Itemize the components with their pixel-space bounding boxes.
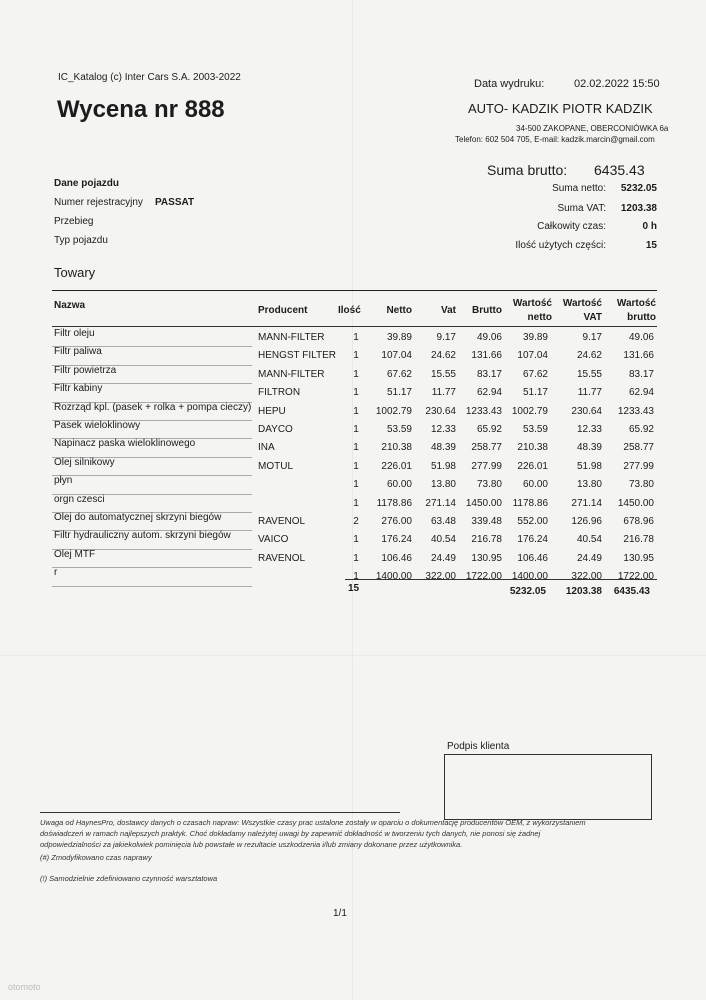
cell-brutto: 83.17 xyxy=(476,368,502,380)
cell-vnetto: 60.00 xyxy=(522,479,548,491)
cell-vvat: 15.55 xyxy=(576,368,602,380)
cell-name: orgn czesci xyxy=(54,493,105,505)
cell-name: płyn xyxy=(54,475,73,487)
cell-vbrutto: 1450.00 xyxy=(617,497,654,509)
cell-vnetto: 51.17 xyxy=(522,387,548,399)
cell-vvat: 51.98 xyxy=(576,460,602,472)
sum-vat-value: 1203.38 xyxy=(620,203,657,214)
cell-name: Olej silnikowy xyxy=(54,456,115,468)
print-date-label: Data wydruku: xyxy=(474,78,545,90)
cell-producer: FILTRON xyxy=(258,387,301,399)
cell-vbrutto: 1722.00 xyxy=(617,571,654,583)
company-name: AUTO- KADZIK PIOTR KADZIK xyxy=(468,101,653,116)
cell-vat: 51.98 xyxy=(430,460,456,472)
cell-vnetto: 106.46 xyxy=(517,552,548,564)
cell-vvat: 12.33 xyxy=(576,424,602,435)
cell-producer: MOTUL xyxy=(258,460,293,472)
cell-brutto: 216.78 xyxy=(471,534,502,546)
cell-vvat: 9.17 xyxy=(582,332,602,343)
cell-vnetto: 552.00 xyxy=(517,516,548,527)
row-divider xyxy=(52,475,252,476)
col-header-value-brutto-1: Wartość xyxy=(616,298,656,309)
col-header-netto: Netto xyxy=(386,305,412,316)
print-date: 02.02.2022 15:50 xyxy=(574,78,660,90)
company-address: 34-500 ZAKOPANE, OBERCONIÓWKA 6a xyxy=(516,124,669,133)
document-title: Wycena nr 888 xyxy=(57,96,225,123)
cell-producer: VAICO xyxy=(258,534,289,546)
cell-producer: INA xyxy=(258,442,275,454)
company-contact: Telefon: 602 504 705, E-mail: kadzik.marcin@gmail.com xyxy=(455,135,655,144)
cell-brutto: 1450.00 xyxy=(465,497,502,509)
col-header-name: Nazwa xyxy=(54,300,86,311)
cell-name: Napinacz paska wieloklinowego xyxy=(54,438,196,450)
col-header-brutto: Brutto xyxy=(472,305,502,316)
cell-name: Filtr paliwa xyxy=(54,346,102,358)
cell-qty: 1 xyxy=(353,497,359,509)
cell-vat: 15.55 xyxy=(430,368,456,380)
cell-brutto: 258.77 xyxy=(471,442,502,454)
cell-qty: 2 xyxy=(353,516,359,527)
cell-netto: 1002.79 xyxy=(375,405,412,417)
cell-vbrutto: 73.80 xyxy=(628,479,654,491)
sum-vat-label: Suma VAT: xyxy=(557,203,606,214)
total-value-vat: 1203.38 xyxy=(565,586,602,597)
cell-netto: 226.01 xyxy=(381,460,412,472)
col-header-value-netto-2: netto xyxy=(527,312,552,323)
cell-brutto: 130.95 xyxy=(471,552,502,564)
cell-netto: 176.24 xyxy=(381,534,412,546)
cell-qty: 1 xyxy=(353,387,359,399)
cell-vat: 271.14 xyxy=(425,497,456,509)
cell-netto: 210.38 xyxy=(381,442,412,454)
cell-vat: 24.49 xyxy=(430,552,456,564)
total-time-label: Całkowity czas: xyxy=(537,221,606,232)
col-header-value-vat-1: Wartość xyxy=(562,298,602,309)
footer-custom-note: (!) Samodzielnie zdefiniowano czynność warsztatowa xyxy=(40,874,218,883)
cell-vbrutto: 216.78 xyxy=(623,534,654,546)
cell-name: Olej do automatycznej skrzyni biegów xyxy=(54,512,222,523)
cell-vnetto: 39.89 xyxy=(522,332,548,343)
signature-box xyxy=(444,754,652,820)
cell-vbrutto: 130.95 xyxy=(623,552,654,564)
cell-vat: 12.33 xyxy=(430,424,456,435)
col-header-value-brutto-2: brutto xyxy=(627,312,656,323)
col-header-value-vat-2: VAT xyxy=(583,312,602,323)
cell-vvat: 322.00 xyxy=(571,571,602,583)
cell-vbrutto: 258.77 xyxy=(623,442,654,454)
cell-brutto: 62.94 xyxy=(476,387,502,399)
cell-vat: 322.00 xyxy=(425,571,456,583)
cell-brutto: 65.92 xyxy=(476,424,502,435)
total-qty: 15 xyxy=(348,583,360,594)
cell-netto: 53.59 xyxy=(386,424,412,435)
cell-brutto: 1233.43 xyxy=(465,405,502,417)
cell-netto: 67.62 xyxy=(386,368,412,380)
watermark: otomoto xyxy=(8,982,41,992)
cell-name: Rozrząd kpl. (pasek + rolka + pompa cieczy) xyxy=(54,401,252,413)
catalog-line: IC_Katalog (c) Inter Cars S.A. 2003-2022 xyxy=(58,72,241,83)
cell-producer: DAYCO xyxy=(258,424,293,435)
cell-netto: 276.00 xyxy=(381,516,412,527)
col-header-qty: Ilość xyxy=(338,305,361,316)
cell-qty: 1 xyxy=(353,405,359,417)
cell-vbrutto: 277.99 xyxy=(623,460,654,472)
cell-vvat: 230.64 xyxy=(571,405,602,417)
cell-name: Filtr hydrauliczny autom. skrzyni biegów xyxy=(54,530,231,542)
cell-netto: 107.04 xyxy=(381,350,412,362)
cell-vvat: 24.49 xyxy=(576,552,602,564)
cell-name: Filtr powietrza xyxy=(54,364,117,376)
col-header-value-netto-1: Wartość xyxy=(512,298,552,309)
sum-brutto-label: Suma brutto: xyxy=(487,162,568,178)
cell-netto: 51.17 xyxy=(386,387,412,399)
cell-brutto: 131.66 xyxy=(471,350,502,362)
footer-note-1: Uwaga od HaynesPro, dostawcy danych o czasach napraw: Wszystkie czasy prac ustalone zostały w oparciu o dokumentację producentów OEM, z wykorzystaniem xyxy=(40,818,586,827)
table-top-rule xyxy=(52,290,657,291)
cell-name: Olej MTF xyxy=(54,548,96,560)
cell-vat: 48.39 xyxy=(430,442,456,454)
total-time-value: 0 h xyxy=(642,221,657,232)
cell-producer: RAVENOL xyxy=(258,552,306,564)
mileage-label: Przebieg xyxy=(54,216,94,227)
cell-qty: 1 xyxy=(353,350,359,362)
cell-vnetto: 210.38 xyxy=(517,442,548,454)
cell-netto: 106.46 xyxy=(381,552,412,564)
cell-qty: 1 xyxy=(353,552,359,564)
cell-netto: 39.89 xyxy=(386,332,412,343)
page-number: 1/1 xyxy=(333,908,347,919)
total-value-netto: 5232.05 xyxy=(509,586,546,597)
sum-netto-label: Suma netto: xyxy=(552,183,606,194)
cell-qty: 1 xyxy=(353,442,359,454)
parts-count-value: 15 xyxy=(645,240,657,251)
footer-rule xyxy=(40,812,400,813)
cell-vnetto: 1002.79 xyxy=(511,405,548,417)
cell-brutto: 73.80 xyxy=(476,479,502,491)
total-value-brutto: 6435.43 xyxy=(613,586,650,597)
cell-vnetto: 67.62 xyxy=(522,368,548,380)
cell-vvat: 13.80 xyxy=(576,479,602,491)
cell-netto: 1400.00 xyxy=(375,571,412,583)
cell-qty: 1 xyxy=(353,424,359,435)
cell-vvat: 11.77 xyxy=(577,387,602,399)
cell-vbrutto: 678.96 xyxy=(623,516,654,527)
cell-brutto: 49.06 xyxy=(476,332,502,343)
cell-qty: 1 xyxy=(353,460,359,472)
cell-vvat: 126.96 xyxy=(571,516,602,527)
goods-section-title: Towary xyxy=(54,265,96,280)
cell-vnetto: 1400.00 xyxy=(511,571,548,583)
parts-count-label: Ilość użytych części: xyxy=(515,240,606,251)
cell-vat: 63.48 xyxy=(430,516,456,527)
sum-brutto-value: 6435.43 xyxy=(594,162,645,178)
cell-brutto: 277.99 xyxy=(471,460,502,472)
cell-brutto: 339.48 xyxy=(471,516,502,527)
cell-qty: 1 xyxy=(353,332,359,343)
cell-vnetto: 226.01 xyxy=(517,460,548,472)
cell-vvat: 24.62 xyxy=(576,350,602,362)
cell-vat: 11.77 xyxy=(431,387,456,399)
cell-vat: 24.62 xyxy=(430,350,456,362)
cell-name: Filtr kabiny xyxy=(54,383,103,395)
registration-value: PASSAT xyxy=(155,197,195,208)
cell-qty: 1 xyxy=(353,368,359,380)
cell-vvat: 48.39 xyxy=(576,442,602,454)
cell-vat: 230.64 xyxy=(425,405,456,417)
cell-vnetto: 53.59 xyxy=(522,424,548,435)
cell-name: r xyxy=(54,567,58,579)
cell-brutto: 1722.00 xyxy=(465,571,502,583)
sum-netto-value: 5232.05 xyxy=(620,183,657,194)
cell-producer: MANN-FILTER xyxy=(258,332,325,343)
registration-label: Numer rejestracyjny xyxy=(54,197,143,208)
cell-vbrutto: 131.66 xyxy=(623,350,654,362)
vehicle-type-label: Typ pojazdu xyxy=(54,235,108,246)
cell-name: Filtr oleju xyxy=(54,328,95,339)
cell-vnetto: 176.24 xyxy=(517,534,548,546)
cell-name: Pasek wieloklinowy xyxy=(54,420,141,431)
col-header-vat: Vat xyxy=(440,305,456,316)
row-divider xyxy=(52,586,252,587)
header-bottom-rule xyxy=(52,326,657,327)
cell-producer: HEPU xyxy=(258,405,286,417)
signature-label: Podpis klienta xyxy=(447,741,510,752)
cell-producer: HENGST FILTER xyxy=(258,350,336,362)
footer-note-2: doświadczeń w ramach najlepszych praktyk. Choć dokładamy należytej uwagi by zapewnić dokładność w tworzeniu tych danych, nie ponosi się żadnej xyxy=(40,829,541,838)
cell-vnetto: 1178.86 xyxy=(512,497,548,509)
cell-vbrutto: 65.92 xyxy=(628,424,654,435)
cell-producer: RAVENOL xyxy=(258,516,306,527)
cell-vbrutto: 1233.43 xyxy=(617,405,654,417)
footer-note-3: odpowiedzialności za jakiekolwiek pominięcia lub powstałe w rezultacie uszkodzenia i/lub zmiany dokonane przez użytkownika. xyxy=(40,840,463,849)
cell-vbrutto: 49.06 xyxy=(628,332,654,343)
cell-vbrutto: 62.94 xyxy=(628,387,654,399)
cell-netto: 60.00 xyxy=(386,479,412,491)
totals-rule xyxy=(345,579,657,580)
cell-vat: 13.80 xyxy=(430,479,456,491)
cell-netto: 1178.86 xyxy=(376,497,412,509)
vehicle-section-title: Dane pojazdu xyxy=(54,178,120,189)
cell-vvat: 271.14 xyxy=(571,497,602,509)
cell-qty: 1 xyxy=(353,571,359,583)
cell-qty: 1 xyxy=(353,534,359,546)
cell-producer: MANN-FILTER xyxy=(258,368,325,380)
cell-vat: 9.17 xyxy=(436,332,456,343)
cell-vnetto: 107.04 xyxy=(517,350,548,362)
footer-modified-note: (#) Zmodyfikowano czas naprawy xyxy=(40,853,152,862)
col-header-producer: Producent xyxy=(258,305,308,316)
cell-vbrutto: 83.17 xyxy=(628,368,654,380)
paper-fold-horizontal xyxy=(0,655,706,657)
row-divider xyxy=(52,567,252,568)
cell-vvat: 40.54 xyxy=(576,534,602,546)
cell-vat: 40.54 xyxy=(430,534,456,546)
cell-qty: 1 xyxy=(353,479,359,491)
